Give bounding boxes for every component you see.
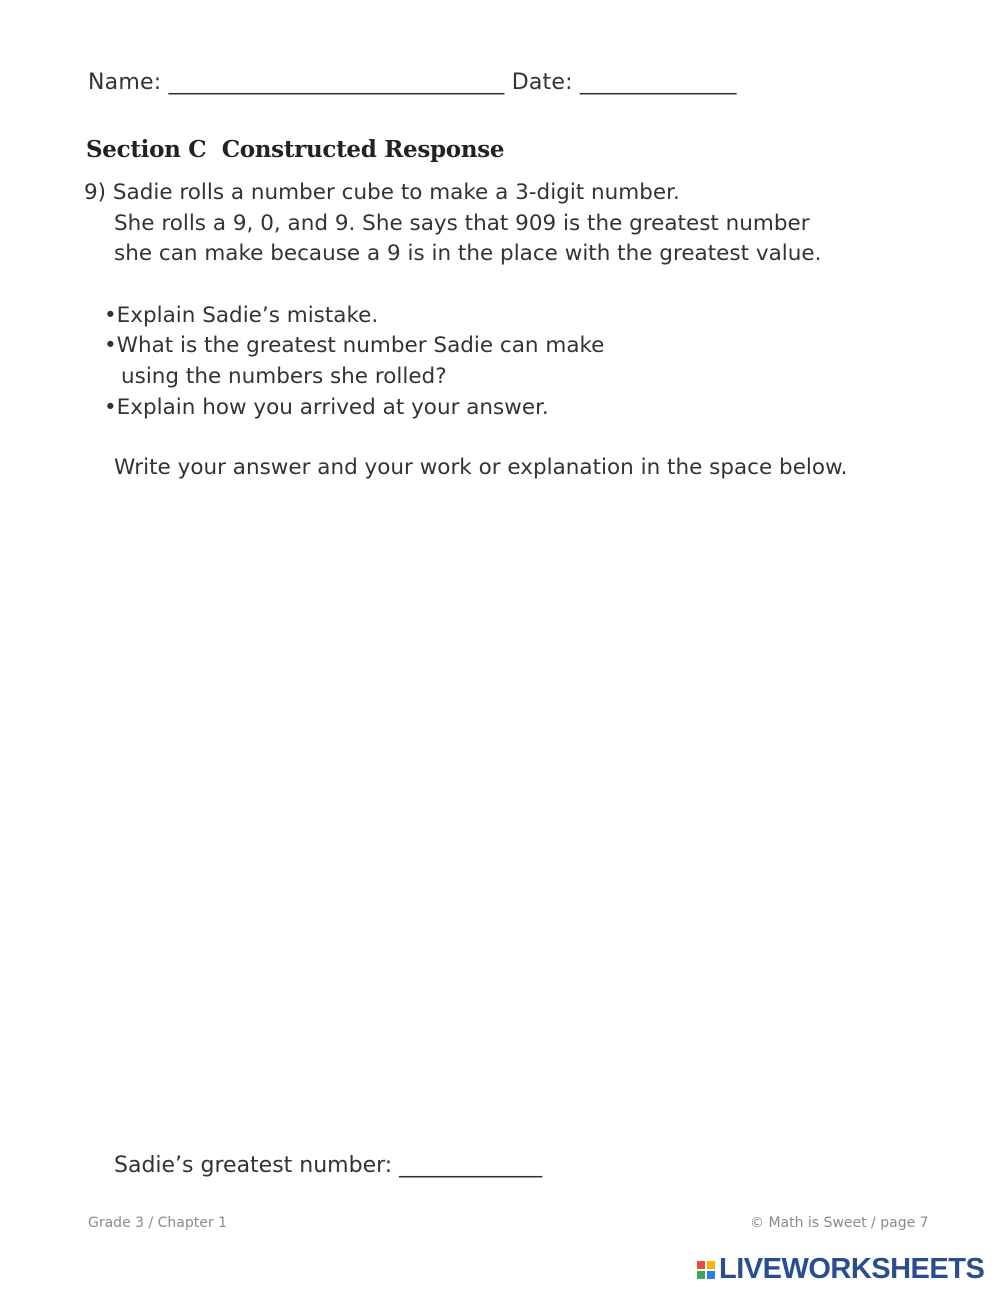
liveworksheets-logo bbox=[697, 1253, 984, 1286]
bullet-greatest-number-continued: using the numbers she rolled? bbox=[121, 364, 447, 389]
bullet-explain-mistake: •Explain Sadie’s mistake. bbox=[104, 303, 379, 328]
instruction-text: Write your answer and your work or explanation in the space below. bbox=[114, 455, 848, 480]
question-line-2: She rolls a 9, 0, and 9. She says that 909 is the greatest number bbox=[114, 211, 810, 236]
answer-line: Sadie’s greatest number: _____________ bbox=[114, 1153, 543, 1178]
question-line-3: she can make because a 9 is in the place with the greatest value. bbox=[114, 241, 822, 266]
liveworksheets-logo-icon bbox=[697, 1261, 715, 1279]
bullet-greatest-number: •What is the greatest number Sadie can make bbox=[104, 333, 605, 358]
footer-grade-chapter: Grade 3 / Chapter 1 bbox=[88, 1215, 227, 1231]
name-date-line: Name: ______________________________ Date: ______________ bbox=[88, 70, 737, 95]
liveworksheets-logo-text: LIVEWORKSHEETS bbox=[719, 1253, 985, 1285]
question-line-1: 9) Sadie rolls a number cube to make a 3-digit number. bbox=[84, 180, 680, 205]
footer-copyright-page: © Math is Sweet / page 7 bbox=[750, 1215, 929, 1231]
bullet-explain-answer: •Explain how you arrived at your answer. bbox=[104, 395, 549, 420]
section-title: Section C Constructed Response bbox=[86, 136, 505, 163]
